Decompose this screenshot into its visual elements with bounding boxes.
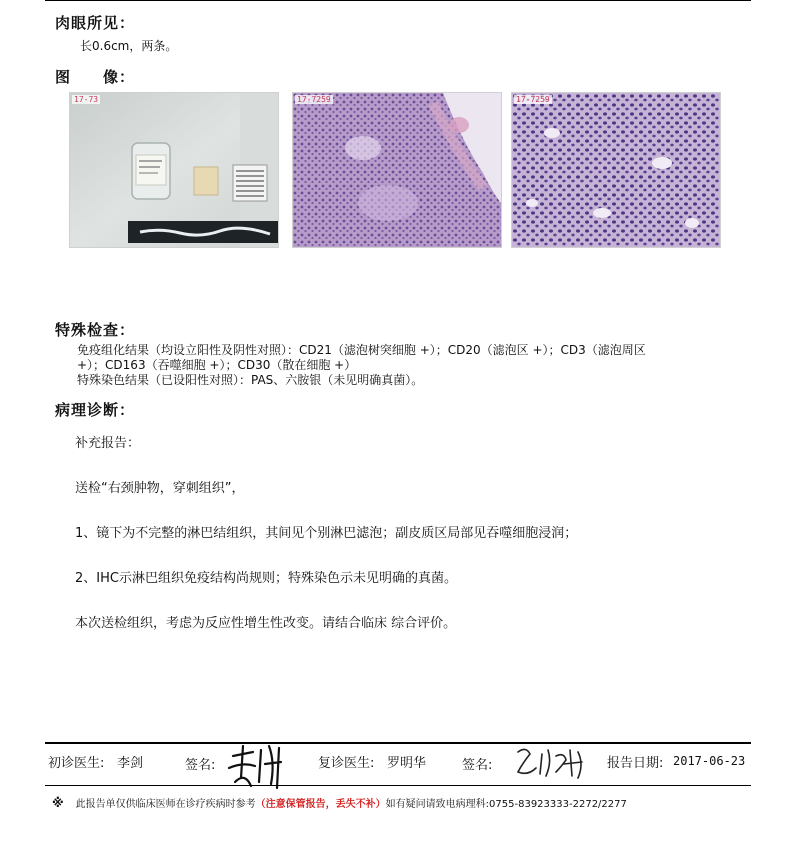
report-date-label: 报告日期: (607, 756, 664, 771)
special-exam-line3: 特殊染色结果（已设阳性对照）：PAS、六胺银（未见明确真菌）。 (77, 373, 424, 387)
initial-doctor-name: 李剑 (117, 756, 144, 771)
sign-label-2: 签名: (462, 758, 493, 773)
review-doctor-signature (512, 742, 592, 782)
top-rule (45, 0, 751, 1)
images-heading: 图 像： (55, 68, 136, 86)
diagnosis-specimen: 送检“右颈肿物，穿刺组织”， (75, 481, 245, 496)
gross-text: 长0.6cm，两条。 (80, 39, 178, 53)
specimen-photo-label: 17-73 (74, 95, 99, 104)
initial-doctor-signature (225, 742, 295, 790)
specimen-photo-graphic (70, 93, 278, 247)
diagnosis-point-2: 2、IHC示淋巴组织免疫结构尚规则；特殊染色示未见明确的真菌。 (75, 571, 457, 586)
gross-heading: 肉眼所见： (55, 14, 136, 32)
report-date: 2017-06-23 (673, 754, 746, 768)
note-warning: （注意保管报告，丢失不补） (255, 799, 386, 810)
note-contact: 如有疑问请致电病理科:0755-83923333-2272/2277 (385, 799, 627, 810)
sign-label-1: 签名: (185, 758, 216, 773)
diagnosis-point-1: 1、镜下为不完整的淋巴结组织，其间见个别淋巴滤泡；副皮质区局部见吞噬细胞浸润； (75, 526, 578, 541)
note-mark: ※ (52, 796, 64, 810)
footer-top-rule (45, 742, 751, 744)
histology-high-label: 17-7259 (516, 95, 550, 104)
review-doctor-name: 罗明华 (387, 756, 427, 771)
histology-photo-low (292, 92, 502, 248)
histology-high-graphic (512, 93, 720, 247)
note-text: 此报告单仅供临床医师在诊疗疾病时参考 (75, 799, 256, 810)
diagnosis-conclusion: 本次送检组织，考虑为反应性增生性改变。请结合临床 综合评价。 (75, 616, 457, 631)
diagnosis-heading: 病理诊断： (55, 401, 136, 419)
initial-doctor-label: 初诊医生: (48, 756, 105, 771)
histology-photo-high (511, 92, 721, 248)
review-doctor-label: 复诊医生: (318, 756, 375, 771)
footer-bottom-rule (45, 785, 751, 786)
diagnosis-supplement: 补充报告： (75, 436, 141, 451)
footer-note (52, 795, 627, 810)
histology-low-label: 17-7259 (297, 95, 331, 104)
special-exam-heading: 特殊检查： (55, 321, 136, 339)
histology-low-graphic (293, 93, 501, 247)
special-exam-line1: 免疫组化结果（均设立阳性及阴性对照）：CD21（滤泡树突细胞 +）；CD20（滤泡区 +）；CD3（滤泡周区 (77, 343, 646, 357)
specimen-photo (69, 92, 279, 248)
special-exam-line2: +）；CD163（吞噬细胞 +）；CD30（散在细胞 +） (77, 358, 357, 372)
